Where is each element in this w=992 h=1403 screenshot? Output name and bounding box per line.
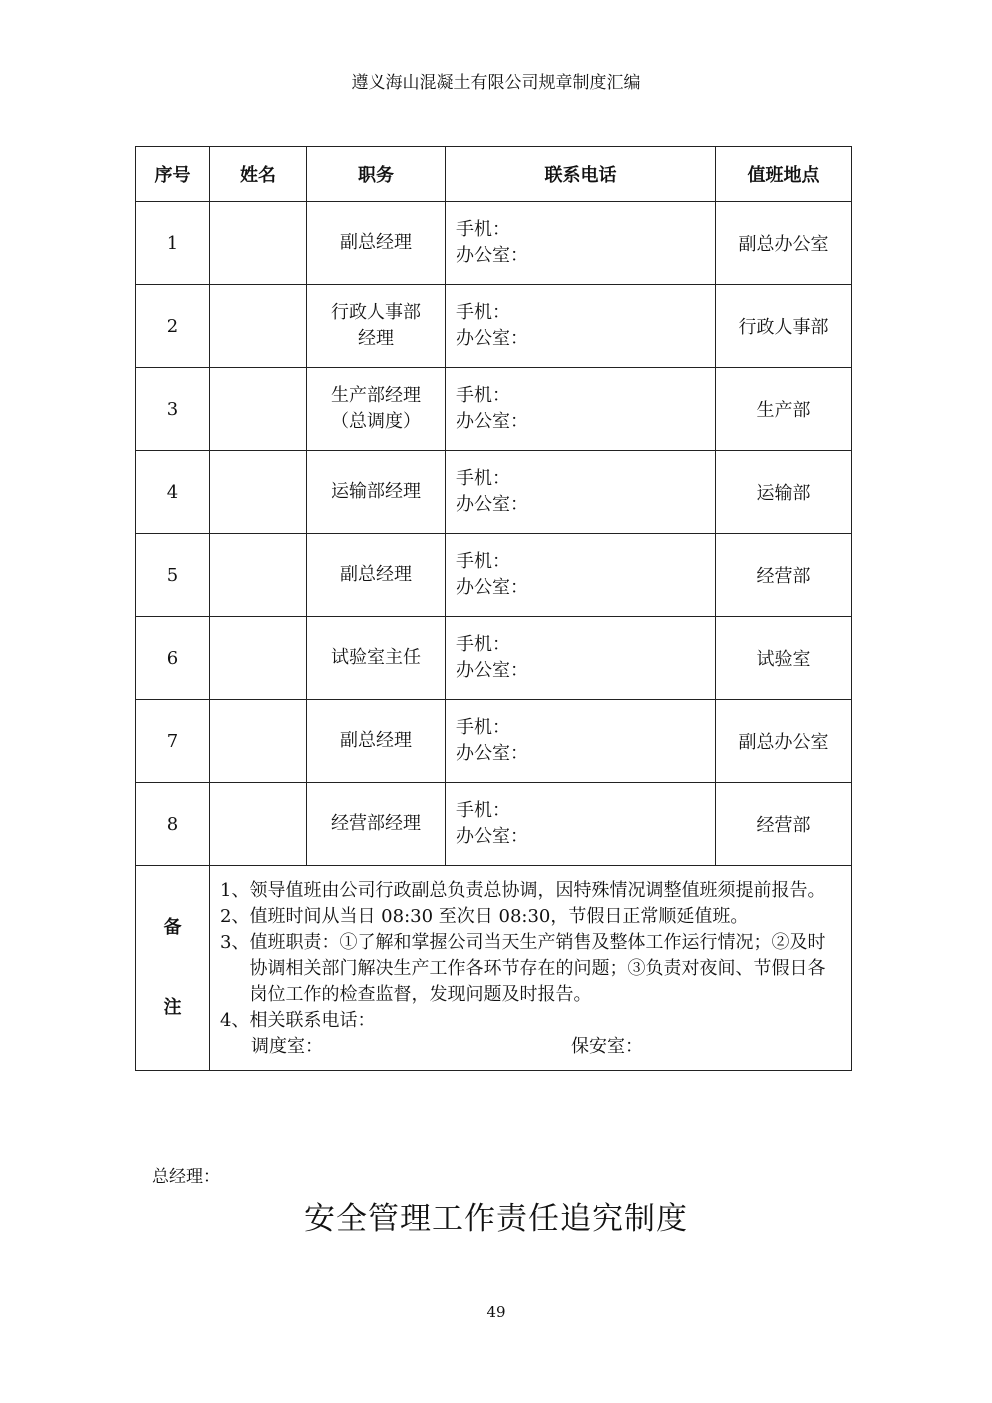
- row-location: 行政人事部: [716, 285, 852, 368]
- table-row: [136, 617, 852, 700]
- position-line: 试验室主任: [331, 647, 421, 668]
- position-line: 生产部经理: [331, 385, 421, 406]
- mobile-label: 手机：: [456, 717, 510, 738]
- row-position: [307, 783, 446, 866]
- row-location: 生产部: [716, 368, 852, 451]
- row-name: [210, 202, 307, 285]
- mobile-label: 手机：: [456, 302, 510, 323]
- table-header-row: [136, 147, 852, 202]
- office-label: 办公室：: [456, 245, 528, 266]
- office-label: 办公室：: [456, 743, 528, 764]
- table-row: [136, 700, 852, 783]
- remarks-label-2: 注: [163, 997, 182, 1018]
- table-row: [136, 451, 852, 534]
- row-location: 副总办公室: [716, 202, 852, 285]
- remark-item-4: 4、 相关联系电话：: [220, 1010, 376, 1031]
- remarks-row: [136, 866, 852, 1071]
- security-room-phone: 保安室：: [571, 1036, 643, 1057]
- remarks-label-1: 备: [163, 917, 182, 938]
- position-line: 行政人事部: [331, 302, 421, 323]
- remarks-label-cell: [136, 866, 210, 1071]
- col-header-location: 值班地点: [716, 147, 852, 202]
- row-number: 5: [136, 534, 210, 617]
- col-header-no: 序号: [136, 147, 210, 202]
- row-position: [307, 368, 446, 451]
- col-header-name: 姓名: [210, 147, 307, 202]
- remark-item-3: 3、 值班职责：①了解和掌握公司当天生产销售及整体工作运行情况；②及时协调相关部门解决生产工作各环节存在的问题；③负责对夜间、节假日各岗位工作的检查监督，发现问题及时报告。: [220, 932, 826, 1005]
- col-header-position: 职务: [307, 147, 446, 202]
- row-name: [210, 368, 307, 451]
- remarks-content: [210, 866, 852, 1071]
- mobile-label: 手机：: [456, 551, 510, 572]
- mobile-label: 手机：: [456, 219, 510, 240]
- table-row: [136, 534, 852, 617]
- general-manager-signature-label: 总经理：: [152, 1167, 220, 1187]
- table-row: [136, 285, 852, 368]
- row-name: [210, 783, 307, 866]
- row-number: 3: [136, 368, 210, 451]
- col-header-phone: 联系电话: [446, 147, 716, 202]
- table-row: [136, 202, 852, 285]
- remark-item-2: 2、 值班时间从当日 08:30 至次日 08:30，节假日正常顺延值班。: [220, 906, 749, 927]
- row-phone: [446, 617, 716, 700]
- office-label: 办公室：: [456, 826, 528, 847]
- row-phone: [446, 534, 716, 617]
- section-title: 安全管理工作责任追究制度: [304, 1201, 688, 1237]
- position-line: 运输部经理: [331, 481, 421, 502]
- position-line: 经营部经理: [331, 813, 421, 834]
- row-position: [307, 285, 446, 368]
- position-line: 副总经理: [340, 564, 412, 585]
- row-name: [210, 700, 307, 783]
- contact-phones: [220, 1034, 843, 1060]
- row-position: [307, 534, 446, 617]
- row-name: [210, 617, 307, 700]
- row-name: [210, 534, 307, 617]
- row-location: 经营部: [716, 534, 852, 617]
- row-phone: [446, 202, 716, 285]
- mobile-label: 手机：: [456, 800, 510, 821]
- row-number: 1: [136, 202, 210, 285]
- row-position: [307, 617, 446, 700]
- row-location: 试验室: [716, 617, 852, 700]
- table-row: [136, 783, 852, 866]
- row-location: 副总办公室: [716, 700, 852, 783]
- row-phone: [446, 700, 716, 783]
- document-header: 遵义海山混凝土有限公司规章制度汇编: [351, 73, 641, 93]
- page-number: 49: [486, 1303, 506, 1321]
- mobile-label: 手机：: [456, 634, 510, 655]
- row-location: 运输部: [716, 451, 852, 534]
- dispatch-room-phone: 调度室：: [251, 1036, 323, 1057]
- row-position: [307, 700, 446, 783]
- row-name: [210, 285, 307, 368]
- office-label: 办公室：: [456, 494, 528, 515]
- office-label: 办公室：: [456, 577, 528, 598]
- mobile-label: 手机：: [456, 468, 510, 489]
- row-number: 8: [136, 783, 210, 866]
- row-number: 7: [136, 700, 210, 783]
- row-phone: [446, 285, 716, 368]
- remark-item-1: 1、 领导值班由公司行政副总负责总协调，因特殊情况调整值班须提前报告。: [220, 880, 826, 901]
- position-line: 副总经理: [340, 730, 412, 751]
- row-position: [307, 451, 446, 534]
- row-location: 经营部: [716, 783, 852, 866]
- row-phone: [446, 368, 716, 451]
- row-phone: [446, 451, 716, 534]
- position-line: （总调度）: [331, 411, 421, 432]
- position-line: 经理: [358, 328, 394, 349]
- row-name: [210, 451, 307, 534]
- row-number: 4: [136, 451, 210, 534]
- row-number: 6: [136, 617, 210, 700]
- office-label: 办公室：: [456, 411, 528, 432]
- row-position: [307, 202, 446, 285]
- duty-roster-table: [135, 146, 852, 1071]
- table-row: [136, 368, 852, 451]
- row-number: 2: [136, 285, 210, 368]
- position-line: 副总经理: [340, 232, 412, 253]
- office-label: 办公室：: [456, 660, 528, 681]
- mobile-label: 手机：: [456, 385, 510, 406]
- office-label: 办公室：: [456, 328, 528, 349]
- row-phone: [446, 783, 716, 866]
